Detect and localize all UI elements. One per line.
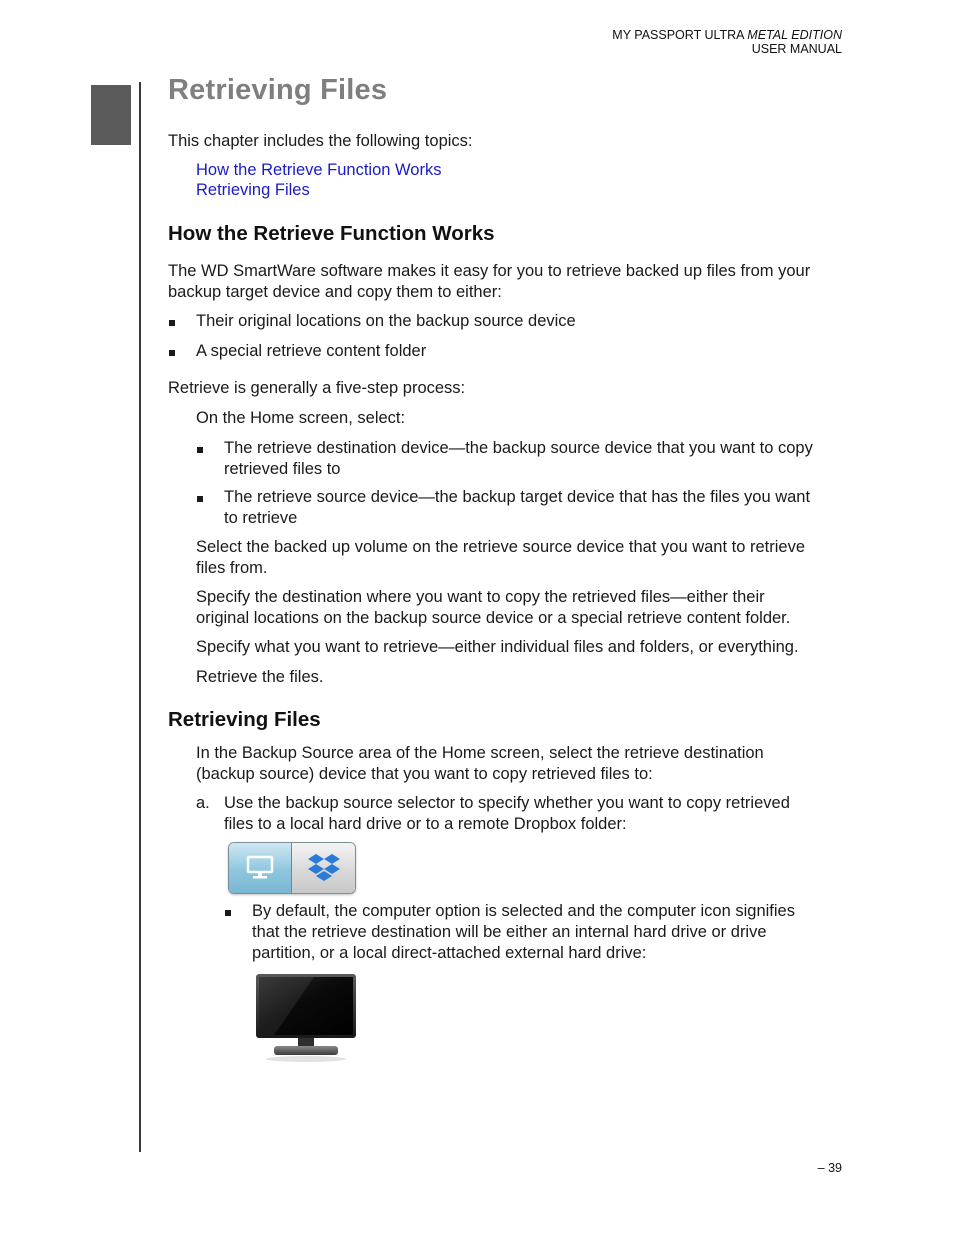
text-line: Select the backed up volume on the retrieve source device that you want to retrieve [196, 538, 806, 556]
step-2 [196, 537, 805, 579]
list-item: Their original locations on the backup source device [196, 312, 576, 330]
text-line: files from. [196, 559, 268, 577]
section2-paragraph [196, 743, 764, 785]
header-manual: USER MANUAL [751, 42, 842, 56]
step-4: Specify what you want to retrieve—either individual files and folders, or everything. [196, 638, 799, 656]
text-line: that the retrieve destination will be either an internal hard drive or drive [252, 923, 767, 941]
bullet-marker [197, 496, 203, 502]
text-line: The retrieve source device—the backup target device that has the files you want [224, 488, 811, 506]
computer-option-button[interactable] [229, 843, 292, 893]
computer-icon [245, 855, 275, 881]
text-line: files to a local hard drive or to a remote Dropbox folder: [224, 815, 627, 833]
text-line: The WD SmartWare software makes it easy for you to retrieve backed up files from your [168, 262, 811, 280]
list-item [224, 438, 813, 480]
computer-monitor-image [254, 972, 358, 1064]
text-line: The retrieve destination device—the backup source device that you want to copy [224, 439, 813, 457]
text-line: By default, the computer option is selected and the computer icon signifies [252, 902, 795, 920]
running-header [612, 28, 842, 56]
list-item: A special retrieve content folder [196, 342, 427, 360]
bullet-marker [169, 350, 175, 356]
process-intro: Retrieve is generally a five-step process: [168, 379, 466, 397]
list-item [252, 901, 795, 964]
bullet-marker [197, 447, 203, 453]
list-item [224, 487, 810, 529]
dropbox-option-button[interactable] [292, 843, 355, 893]
chapter-tab-marker [91, 85, 131, 145]
toc-link-how-retrieve-works[interactable]: How the Retrieve Function Works [196, 161, 442, 179]
text-line: original locations on the backup source device or a special retrieve content folder. [196, 609, 791, 627]
step-3 [196, 587, 790, 629]
text-line: to retrieve [224, 509, 298, 527]
text-line: Specify the destination where you want to copy the retrieved files—either their [196, 588, 765, 606]
header-product: MY PASSPORT ULTRA [612, 28, 748, 42]
monitor-icon [254, 972, 358, 1064]
text-line: In the Backup Source area of the Home screen, select the retrieve destination [196, 744, 764, 762]
sub-step-a-label: a. [196, 794, 210, 812]
header-edition: METAL EDITION [747, 28, 842, 42]
intro-text: This chapter includes the following topics: [168, 132, 473, 150]
step-1: On the Home screen, select: [196, 409, 406, 427]
section1-paragraph [168, 261, 810, 303]
text-line: backup target device and copy them to either: [168, 283, 502, 301]
toc-link-retrieving-files[interactable]: Retrieving Files [196, 181, 310, 199]
step-5: Retrieve the files. [196, 668, 324, 686]
section-heading-how-retrieve-works: How the Retrieve Function Works [168, 222, 495, 245]
sub-step-a [224, 793, 790, 835]
page-number: – 39 [817, 1161, 842, 1175]
text-line: retrieved files to [224, 460, 341, 478]
dropbox-icon [307, 852, 341, 884]
backup-source-selector[interactable] [228, 842, 356, 894]
bullet-marker [169, 320, 175, 326]
section-heading-retrieving-files: Retrieving Files [168, 708, 321, 731]
side-rule [139, 82, 141, 1152]
text-line: partition, or a local direct-attached external hard drive: [252, 944, 647, 962]
page-title: Retrieving Files [168, 74, 388, 106]
text-line: (backup source) device that you want to copy retrieved files to: [196, 765, 653, 783]
text-line: Use the backup source selector to specify whether you want to copy retrieved [224, 794, 790, 812]
bullet-marker [225, 910, 231, 916]
